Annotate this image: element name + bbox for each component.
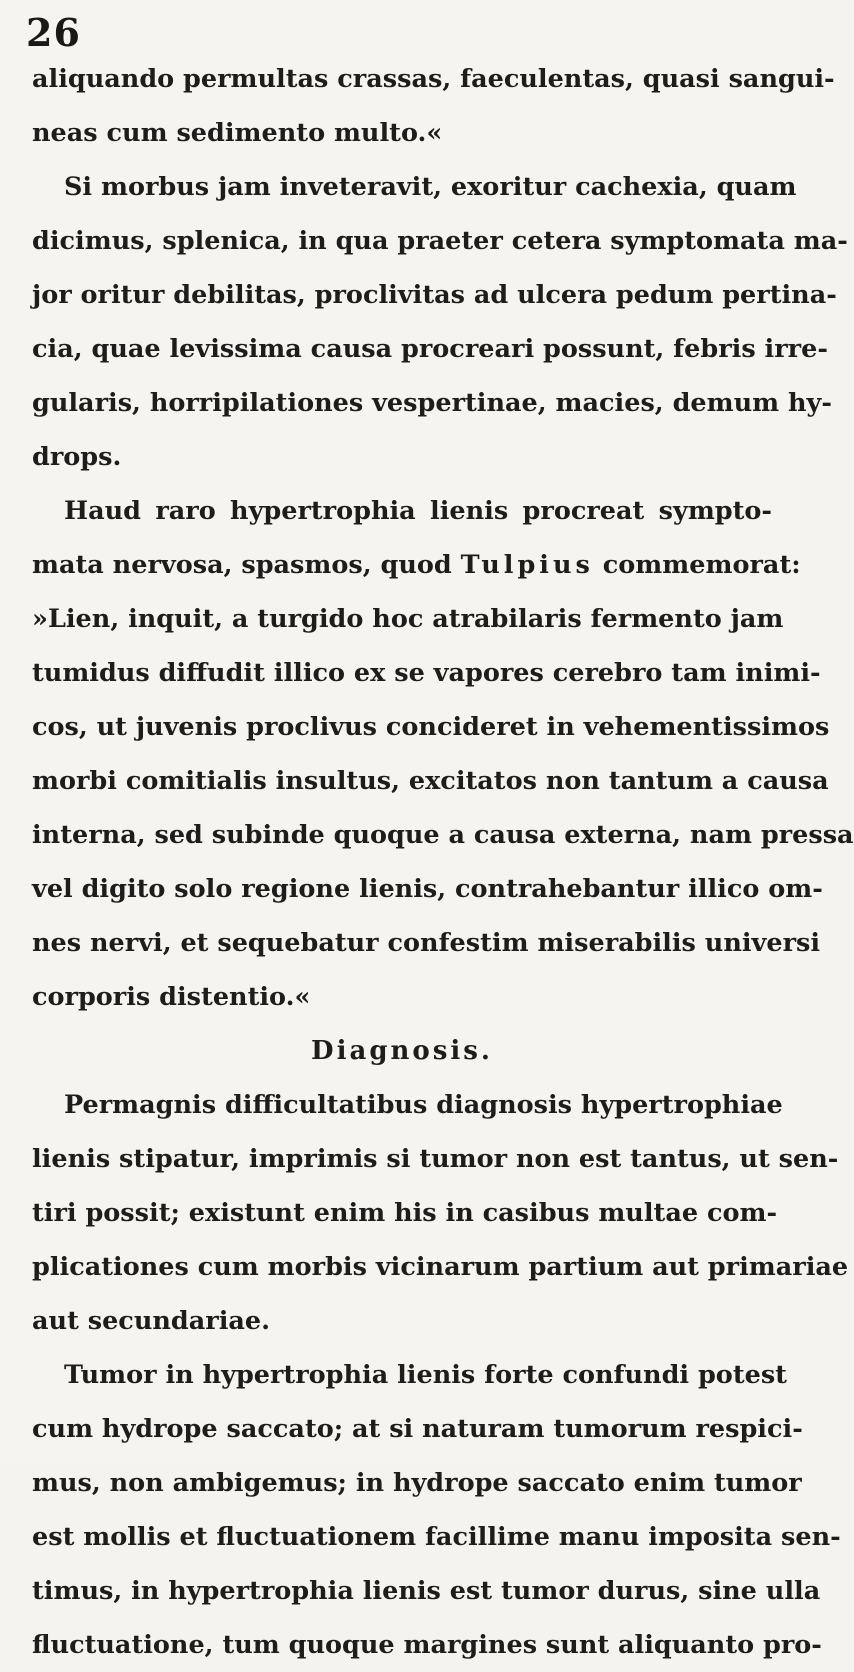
- body-text: [32, 52, 854, 1672]
- paragraph-start: Tumor in hypertrophia lienis forte confundi potest: [64, 1360, 787, 1390]
- page-number: 26: [26, 10, 81, 55]
- text-line: fluctuatione, tum quoque margines sunt aliquanto pro-: [32, 1630, 822, 1660]
- text-line: mus, non ambigemus; in hydrope saccato enim tumor: [32, 1468, 802, 1498]
- text-line: est mollis et fluctuationem facillime manu imposita sen-: [32, 1522, 841, 1552]
- paragraph-start: Haud raro hypertrophia lienis procreat sympto-: [64, 496, 772, 526]
- text-line: mata nervosa, spasmos, quod Tulpius commemorat:: [32, 550, 801, 580]
- paragraph-start: Permagnis difficultatibus diagnosis hypertrophiae: [64, 1090, 783, 1120]
- text-line: lienis stipatur, imprimis si tumor non est tantus, ut sen-: [32, 1144, 839, 1174]
- author-name: Tulpius: [460, 550, 594, 580]
- text-line: jor oritur debilitas, proclivitas ad ulcera pedum pertina-: [32, 280, 837, 310]
- text-line: cos, ut juvenis proclivus concideret in vehementissimos: [32, 712, 830, 742]
- text-line: gularis, horripilationes vespertinae, macies, demum hy-: [32, 388, 832, 418]
- text-line: tiri possit; existunt enim his in casibus multae com-: [32, 1198, 778, 1228]
- text-line: interna, sed subinde quoque a causa externa, nam pressa: [32, 820, 854, 850]
- text-line: cum hydrope saccato; at si naturam tumorum respici-: [32, 1414, 803, 1444]
- text-line: drops.: [32, 442, 122, 472]
- text-line: timus, in hypertrophia lienis est tumor durus, sine ulla: [32, 1576, 821, 1606]
- text-line: vel digito solo regione lienis, contrahebantur illico om-: [32, 874, 823, 904]
- text-line: aut secundariae.: [32, 1306, 271, 1336]
- text-line: cia, quae levissima causa procreari possunt, febris irre-: [32, 334, 828, 364]
- text-line: »Lien, inquit, a turgido hoc atrabilaris fermento jam: [32, 604, 784, 634]
- text-line: aliquando permultas crassas, faeculentas, quasi sangui-: [32, 64, 835, 94]
- text-line: neas cum sedimento multo.«: [32, 118, 443, 148]
- section-heading: Diagnosis.: [311, 1036, 493, 1066]
- text-line: dicimus, splenica, in qua praeter cetera symptomata ma-: [32, 226, 848, 256]
- text-line: corporis distentio.«: [32, 982, 311, 1012]
- paragraph-start: Si morbus jam inveteravit, exoritur cachexia, quam: [64, 172, 797, 202]
- text-line: plicationes cum morbis vicinarum partium aut primariae: [32, 1252, 849, 1282]
- text-line: nes nervi, et sequebatur confestim miserabilis universi: [32, 928, 821, 958]
- text-line: morbi comitialis insultus, excitatos non tantum a causa: [32, 766, 829, 796]
- text-line: tumidus diffudit illico ex se vapores cerebro tam inimi-: [32, 658, 821, 688]
